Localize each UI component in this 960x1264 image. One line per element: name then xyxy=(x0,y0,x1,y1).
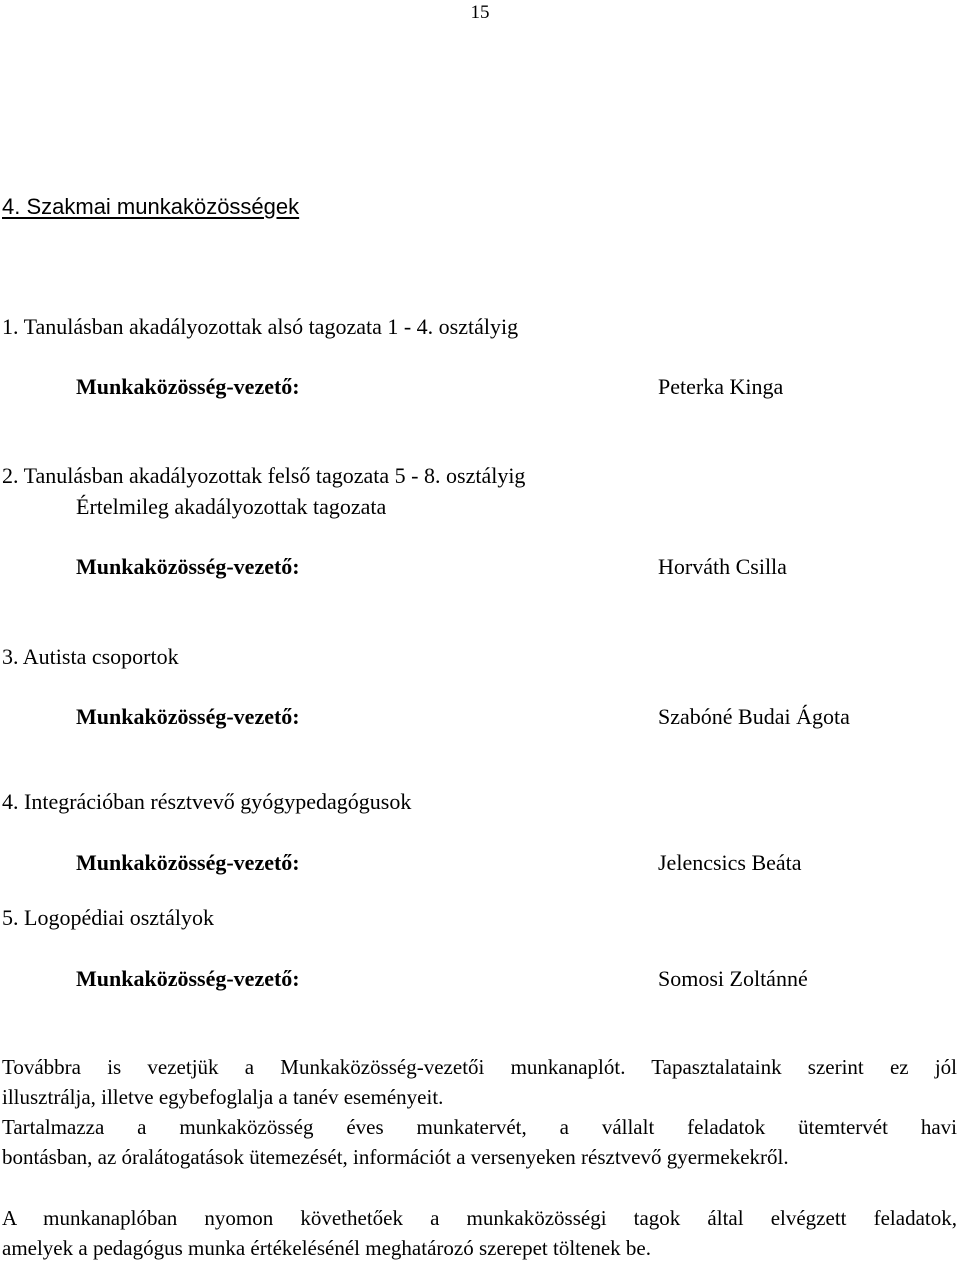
paragraph-1-line-4: bontásban, az óralátogatások ütemezését, információt a versenyeken résztvevő gyermekekről. xyxy=(2,1145,789,1169)
paragraph-2-line-2: amelyek a pedagógus munka értékelésénél meghatározó szerepet töltenek be. xyxy=(2,1236,651,1260)
group-2-leader: Horváth Csilla xyxy=(658,554,787,579)
group-3-leader: Szabóné Budai Ágota xyxy=(658,704,850,729)
group-3-title: 3. Autista csoportok xyxy=(2,644,179,669)
group-2-title-line-2: Értelmileg akadályozottak tagozata xyxy=(76,494,387,519)
group-5-label: Munkaközösség-vezető: xyxy=(76,966,300,991)
group-1-leader: Peterka Kinga xyxy=(658,374,784,399)
group-5-title: 5. Logopédiai osztályok xyxy=(2,905,215,930)
group-5-leader: Somosi Zoltánné xyxy=(658,966,808,991)
group-4-label: Munkaközösség-vezető: xyxy=(76,850,300,875)
group-4-title: 4. Integrációban résztvevő gyógypedagógusok xyxy=(2,789,412,814)
paragraph-2-line-1: A munkanaplóban nyomon követhetőek a munkaközösségi tagok által elvégzett feladatok, xyxy=(2,1206,957,1230)
page-number: 15 xyxy=(470,2,490,23)
group-4-leader: Jelencsics Beáta xyxy=(658,850,802,875)
paragraph-1-line-2: illusztrálja, illetve egybefoglalja a tanév eseményeit. xyxy=(2,1085,444,1109)
group-2-title: 2. Tanulásban akadályozottak felső tagozata 5 - 8. osztályig xyxy=(2,463,526,488)
group-2-label: Munkaközösség-vezető: xyxy=(76,554,300,579)
paragraph-1-line-1: Továbbra is vezetjük a Munkaközösség-vezetői munkanaplót. Tapasztalataink szerint ez jól xyxy=(2,1055,957,1079)
group-1-label: Munkaközösség-vezető: xyxy=(76,374,300,399)
group-1-title: 1. Tanulásban akadályozottak alsó tagozata 1 - 4. osztályig xyxy=(2,314,519,339)
group-3-label: Munkaközösség-vezető: xyxy=(76,704,300,729)
section-title: 4. Szakmai munkaközösségek xyxy=(2,194,300,219)
body-paragraph-2 xyxy=(2,1203,957,1263)
body-paragraph-1 xyxy=(2,1052,957,1172)
paragraph-1-line-3: Tartalmazza a munkaközösség éves munkatervét, a vállalt feladatok ütemtervét havi xyxy=(2,1115,957,1139)
